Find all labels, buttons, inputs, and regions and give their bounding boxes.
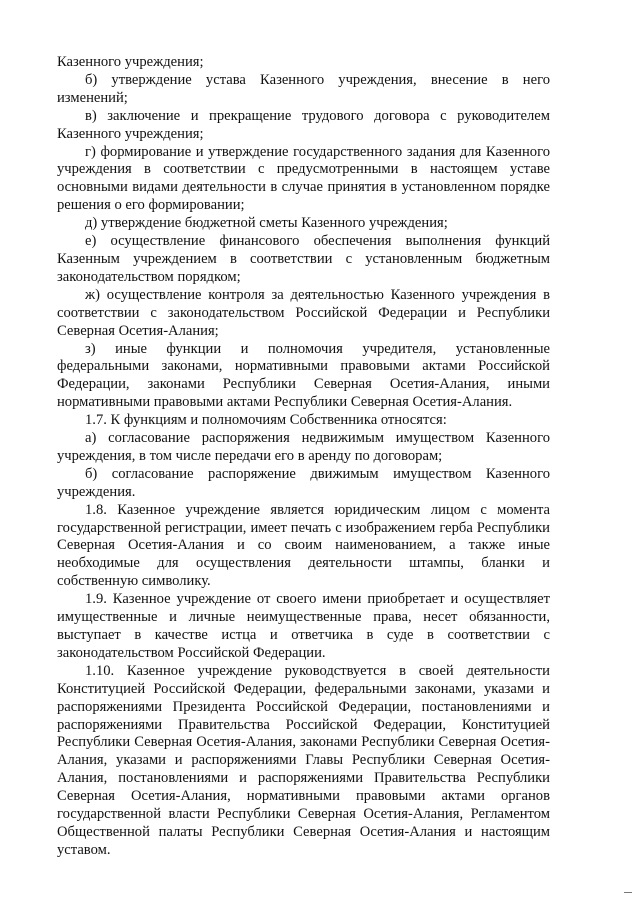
paragraph-item-b-owner: б) согласование распоряжение движимым имуществом Казенного учреждения. bbox=[57, 465, 550, 500]
paragraph-item-d: д) утверждение бюджетной сметы Казенного учреждения; bbox=[85, 215, 448, 232]
paragraph-item-v: в) заключение и прекращение трудового договора с руководителем Казенного учреждения; bbox=[57, 107, 550, 142]
scan-mark bbox=[624, 892, 632, 893]
paragraph-item-z: з) иные функции и полномочия учредителя, установленные федеральными законами, нормативными правовыми актами Российской Федерации, законами Республики Северная Осетия-Алания, иными нормативными правовыми актами Республики Северная Осетия-Алания. bbox=[57, 340, 550, 411]
paragraph-section-1-10: 1.10. Казенное учреждение руководствуется в своей деятельности Конституцией Российской Федерации, федеральными законами, указами и распоряжениями Президента Российской Федерации, постановлениями и распоряжениями Правительства Российской Федерации, Конституцией Республики Северная Осетия-Алания, законами Республики Северная Осетия-Алания, указами и распоряжениями Главы Республики Северная Осетия-Алания, постановлениями и распоряжениями Правительства Республики Северная Осетия-Алания, нормативными правовыми актами органов государственной власти Республики Северная Осетия-Алания, Регламентом Общественной палаты Республики Северная Осетия-Алания и настоящим уставом. bbox=[57, 662, 550, 858]
paragraph-section-1-7: 1.7. К функциям и полномочиям Собственника относятся: bbox=[85, 412, 447, 429]
paragraph-continuation: Казенного учреждения; bbox=[57, 54, 204, 70]
paragraph-item-b: б) утверждение устава Казенного учреждения, внесение в него изменений; bbox=[57, 71, 550, 106]
paragraph-item-zh: ж) осуществление контроля за деятельностью Казенного учреждения в соответствии с законодательством Российской Федерации и Республики Северная Осетия-Алания; bbox=[57, 286, 550, 339]
paragraph-item-e: е) осуществление финансового обеспечения выполнения функций Казенным учреждением в соответствии с установленным бюджетным законодательством порядком; bbox=[57, 233, 550, 285]
paragraph-section-1-8: 1.8. Казенное учреждение является юридическим лицом с момента государственной регистрации, имеет печать с изображением герба Республики Северная Осетия-Алания и со своим наименованием, а также иные необходимые для осуществления деятельности штампы, бланки и собственную символику. bbox=[57, 501, 550, 590]
paragraph-section-1-9: 1.9. Казенное учреждение от своего имени приобретает и осуществляет имущественные и личные неимущественные права, несет обязанности, выступает в качестве истца и ответчика в суде в соответствии с законодательством Российской Федерации. bbox=[57, 591, 550, 661]
paragraph-item-a: а) согласование распоряжения недвижимым имуществом Казенного учреждения, в том числе передачи его в аренду по договорам; bbox=[57, 430, 550, 464]
paragraph-item-g: г) формирование и утверждение государственного задания для Казенного учреждения в соответствии с предусмотренными в настоящем уставе основными видами деятельности в случае принятия в установленном порядке решения о его формировании; bbox=[57, 143, 550, 214]
document-body bbox=[57, 54, 550, 860]
